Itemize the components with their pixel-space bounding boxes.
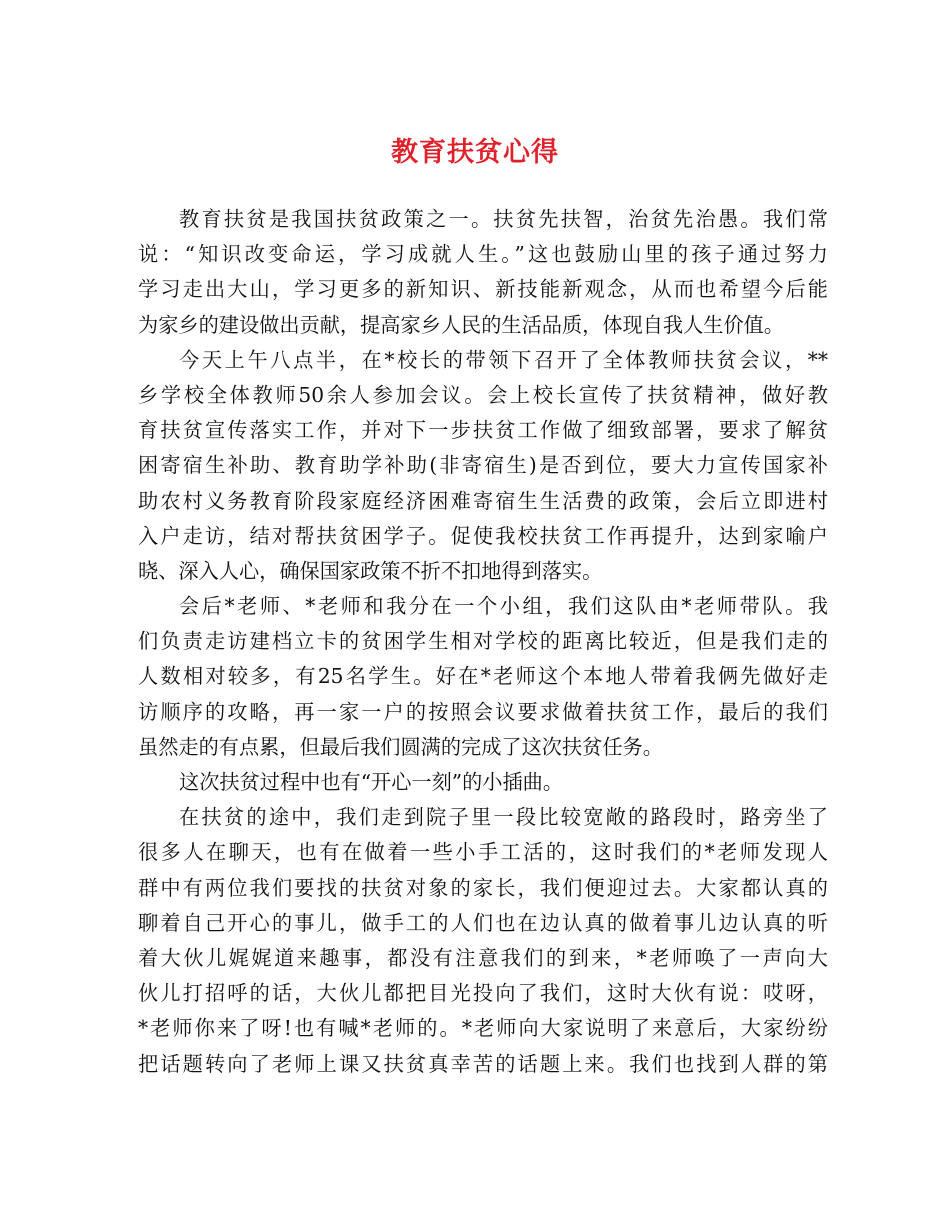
body-line: 群中有两位我们要找的扶贫对象的家长，我们便迎过去。大家都认真的 [138,875,828,900]
body-line: 很多人在聊天，也有在做着一些小手工活的，这时我们的*老师发现人 [138,840,828,865]
body-line: 学习走出大山，学习更多的新知识、新技能新观念，从而也希望今后能 [138,277,828,302]
body-line: 教育扶贫是我国扶贫政策之一。扶贫先扶智，治贫先治愚。我们常 [179,207,828,231]
body-line: 伙儿打招呼的话，大伙儿都把目光投向了我们，这时大伙有说：哎呀， [138,981,828,1006]
body-line: 们负责走访建档立卡的贫困学生相对学校的距离比较近，但是我们走的 [138,629,828,654]
document-body [138,202,828,1082]
document-title: 教育扶贫心得 [391,137,559,168]
body-line: 晓、深入人心，确保国家政策不折不扣地得到落实。 [138,558,603,583]
body-line: 入户走访，结对帮扶贫困学子。促使我校扶贫工作再提升，达到家喻户 [138,523,828,548]
body-line: 为家乡的建设做出贡献，提高家乡人民的生活品质，体现自我人生价值。 [138,312,785,337]
body-line: 助农村义务教育阶段家庭经济困难寄宿生生活费的政策，会后立即进村 [138,488,828,513]
body-line: 着大伙儿娓娓道来趣事，都没有注意我们的到来，*老师唤了一声向大 [138,945,828,970]
body-line: 困寄宿生补助、教育助学补助(非寄宿生)是否到位，要大力宣传国家补 [138,453,828,478]
body-line: 育扶贫宣传落实工作，并对下一步扶贫工作做了细致部署，要求了解贫 [138,418,828,443]
body-line: 把话题转向了老师上课又扶贫真幸苦的话题上来。我们也找到人群的第 [138,1051,828,1076]
body-line: 说：“知识改变命运，学习成就人生。”这也鼓励山里的孩子通过努力 [138,242,828,267]
body-line: 会后*老师、*老师和我分在一个小组，我们这队由*老师带队。我 [179,594,828,619]
body-line: 虽然走的有点累，但最后我们圆满的完成了这次扶贫任务。 [138,734,663,759]
body-line: 聊着自己开心的事儿，做手工的人们也在边认真的做着事儿边认真的听 [138,910,828,935]
body-line: 这次扶贫过程中也有“开心一刻”的小插曲。 [179,770,564,794]
body-line: 访顺序的攻略，再一家一户的按照会议要求做着扶贫工作，最后的我们 [138,699,828,724]
body-line: *老师你来了呀!也有喊*老师的。*老师向大家说明了来意后，大家纷纷 [138,1016,828,1041]
body-line: 今天上午八点半，在*校长的带领下召开了全体教师扶贫会议，** [179,347,828,372]
body-line: 乡学校全体教师50余人参加会议。会上校长宣传了扶贫精神，做好教 [138,382,828,407]
body-line: 在扶贫的途中，我们走到院子里一段比较宽敞的路段时，路旁坐了 [179,805,828,830]
body-line: 人数相对较多，有25名学生。好在*老师这个本地人带着我俩先做好走 [138,664,828,689]
